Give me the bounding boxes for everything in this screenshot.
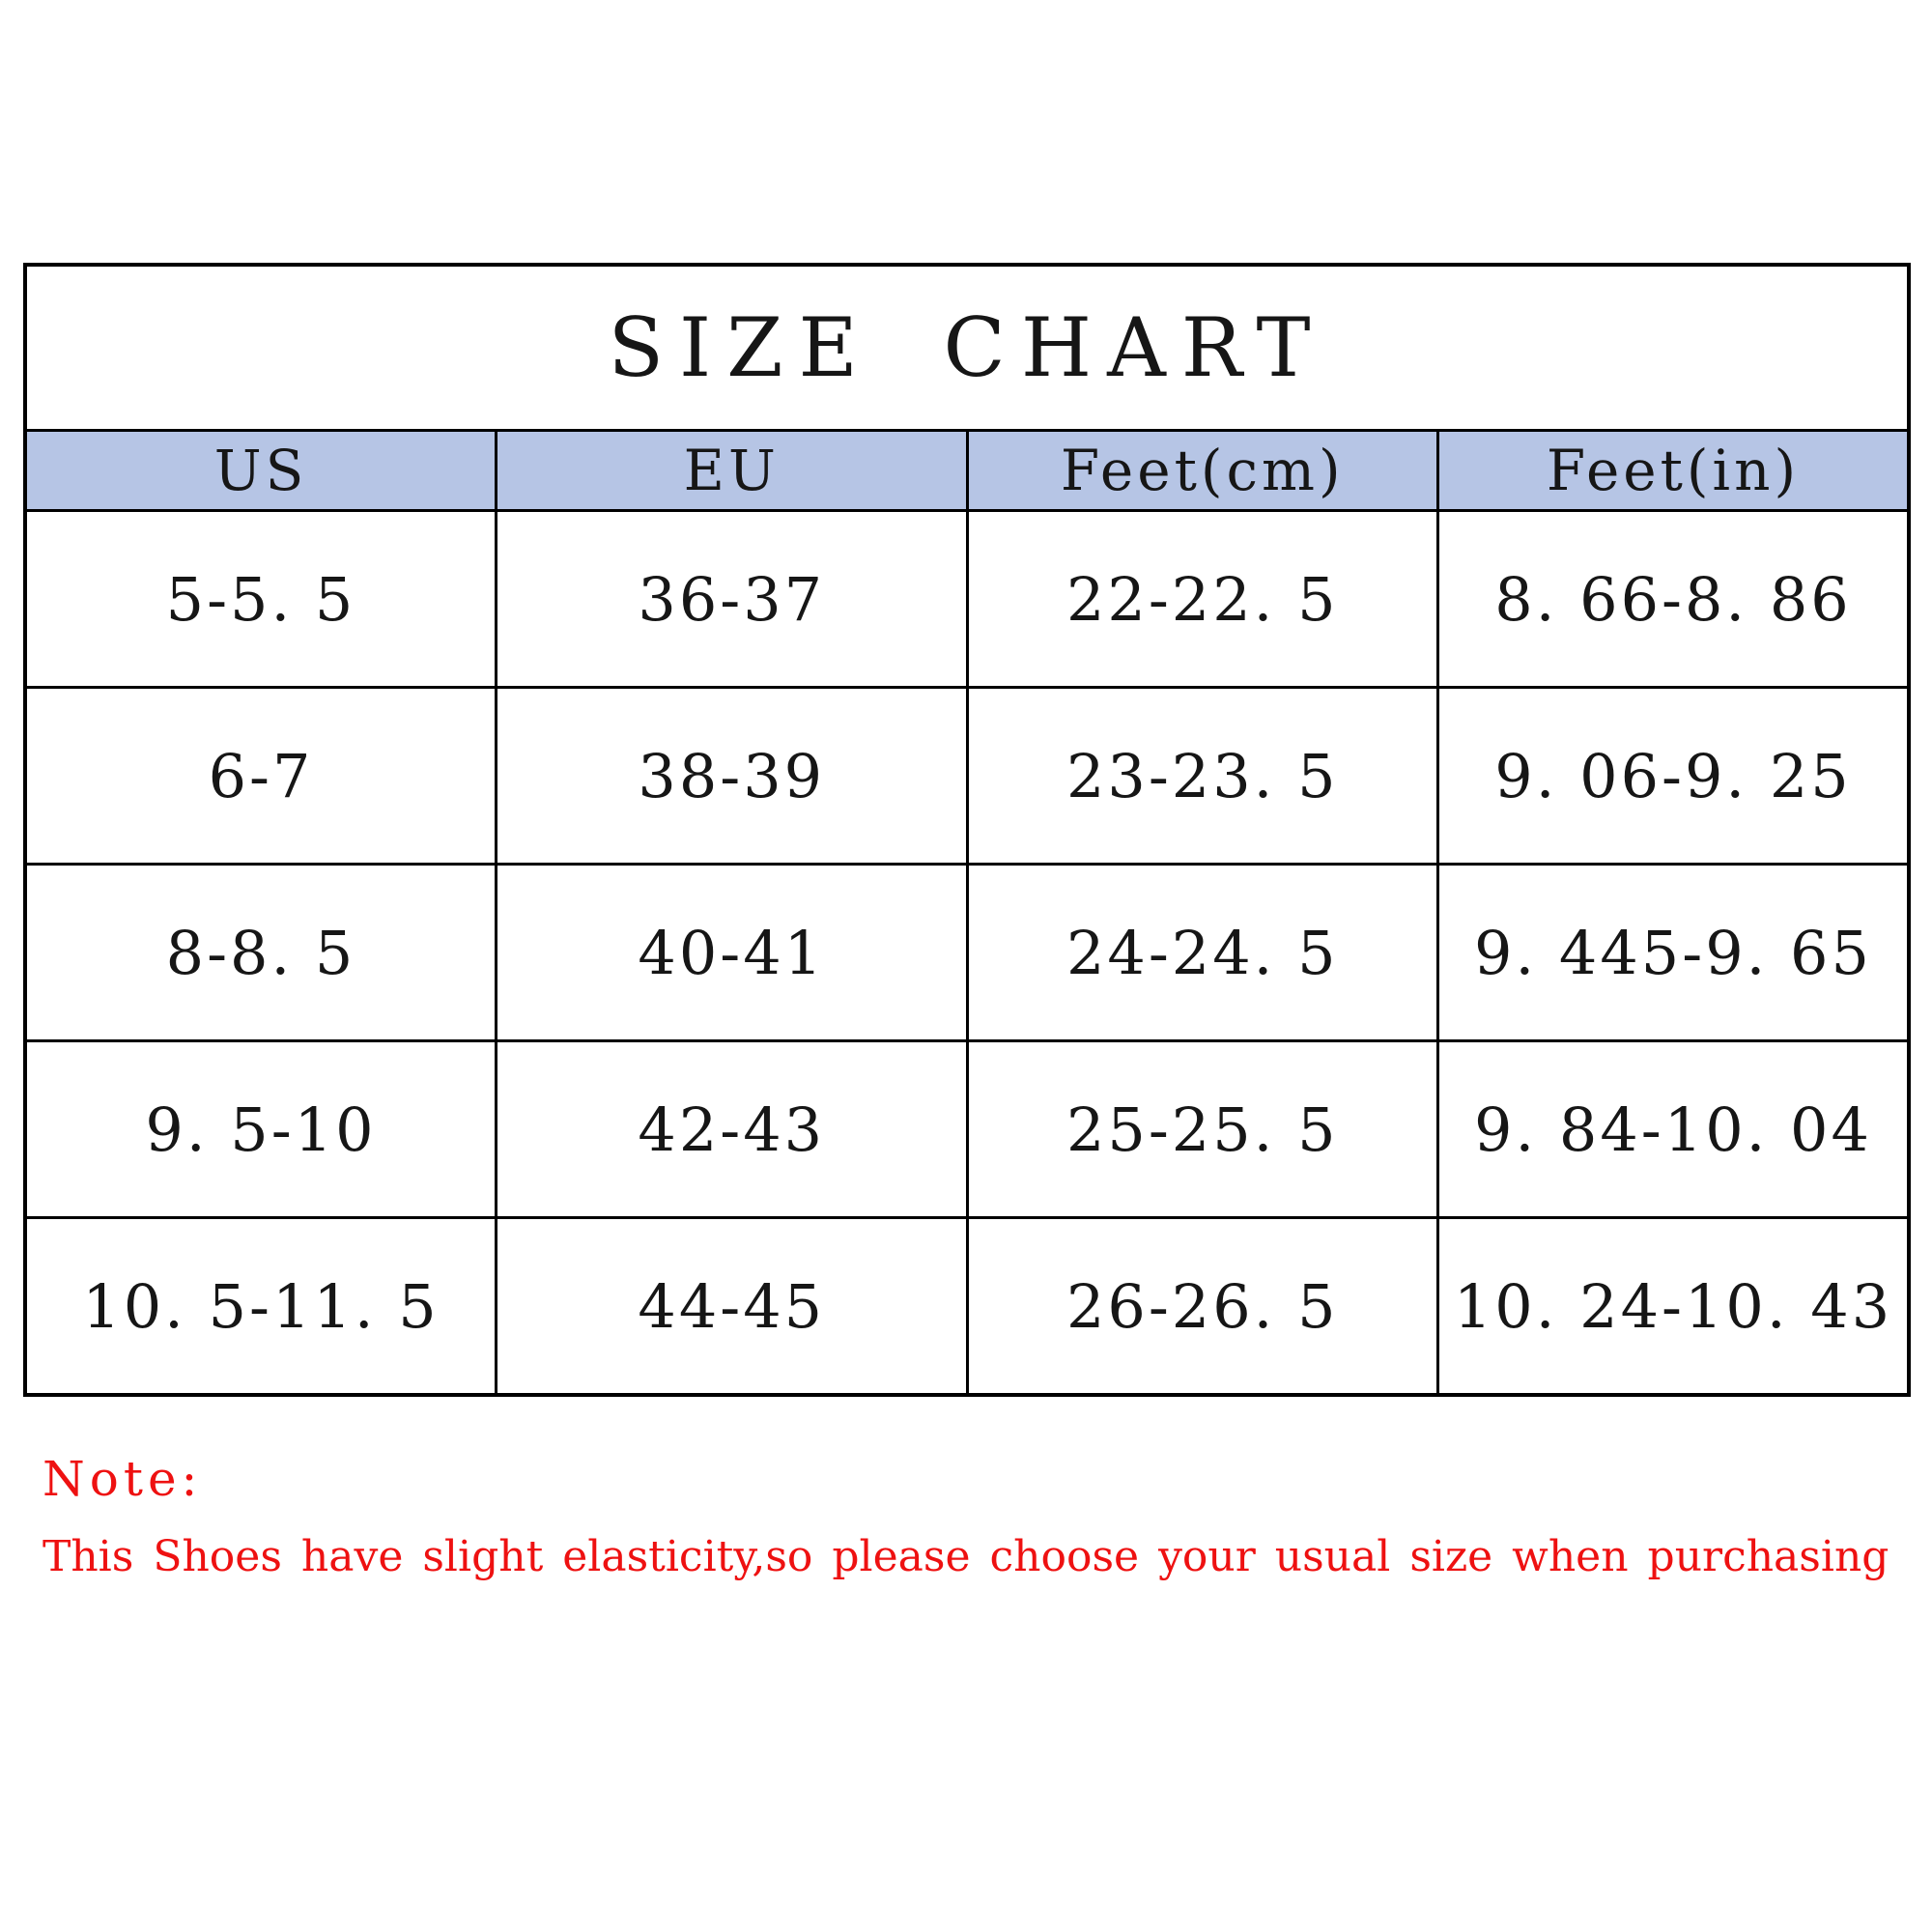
column-header-eu: EU <box>497 431 968 511</box>
title-row <box>25 265 1909 431</box>
size-chart-table <box>23 263 1911 1397</box>
column-header-row <box>25 431 1909 511</box>
size-cell: 26-26. 5 <box>967 1218 1438 1396</box>
note-text: This Shoes have slight elasticity,so please choose your usual size when purchasing <box>43 1532 1889 1581</box>
size-cell: 9. 445-9. 65 <box>1438 865 1910 1041</box>
note-section <box>43 1451 1889 1581</box>
size-cell: 8-8. 5 <box>25 865 497 1041</box>
size-cell: 10. 5-11. 5 <box>25 1218 497 1396</box>
table-row <box>25 511 1909 688</box>
table-row <box>25 1041 1909 1218</box>
table-row <box>25 865 1909 1041</box>
size-cell: 38-39 <box>497 688 968 865</box>
size-cell: 40-41 <box>497 865 968 1041</box>
size-cell: 6-7 <box>25 688 497 865</box>
note-label: Note: <box>43 1451 203 1507</box>
size-cell: 9. 06-9. 25 <box>1438 688 1910 865</box>
size-cell: 9. 5-10 <box>25 1041 497 1218</box>
size-cell: 5-5. 5 <box>25 511 497 688</box>
table-row <box>25 688 1909 865</box>
size-cell: 44-45 <box>497 1218 968 1396</box>
size-cell: 36-37 <box>497 511 968 688</box>
column-header-us: US <box>25 431 497 511</box>
column-header-feet-in: Feet(in) <box>1438 431 1910 511</box>
size-cell: 42-43 <box>497 1041 968 1218</box>
size-cell: 22-22. 5 <box>967 511 1438 688</box>
column-header-feet-cm: Feet(cm) <box>967 431 1438 511</box>
table-row <box>25 1218 1909 1396</box>
size-table-rows <box>25 511 1909 1396</box>
size-cell: 10. 24-10. 43 <box>1438 1218 1910 1396</box>
page-title: SIZE CHART <box>25 265 1909 431</box>
size-cell: 24-24. 5 <box>967 865 1438 1041</box>
size-cell: 23-23. 5 <box>967 688 1438 865</box>
size-cell: 8. 66-8. 86 <box>1438 511 1910 688</box>
size-cell: 25-25. 5 <box>967 1041 1438 1218</box>
size-chart-table-head <box>25 265 1909 511</box>
size-cell: 9. 84-10. 04 <box>1438 1041 1910 1218</box>
